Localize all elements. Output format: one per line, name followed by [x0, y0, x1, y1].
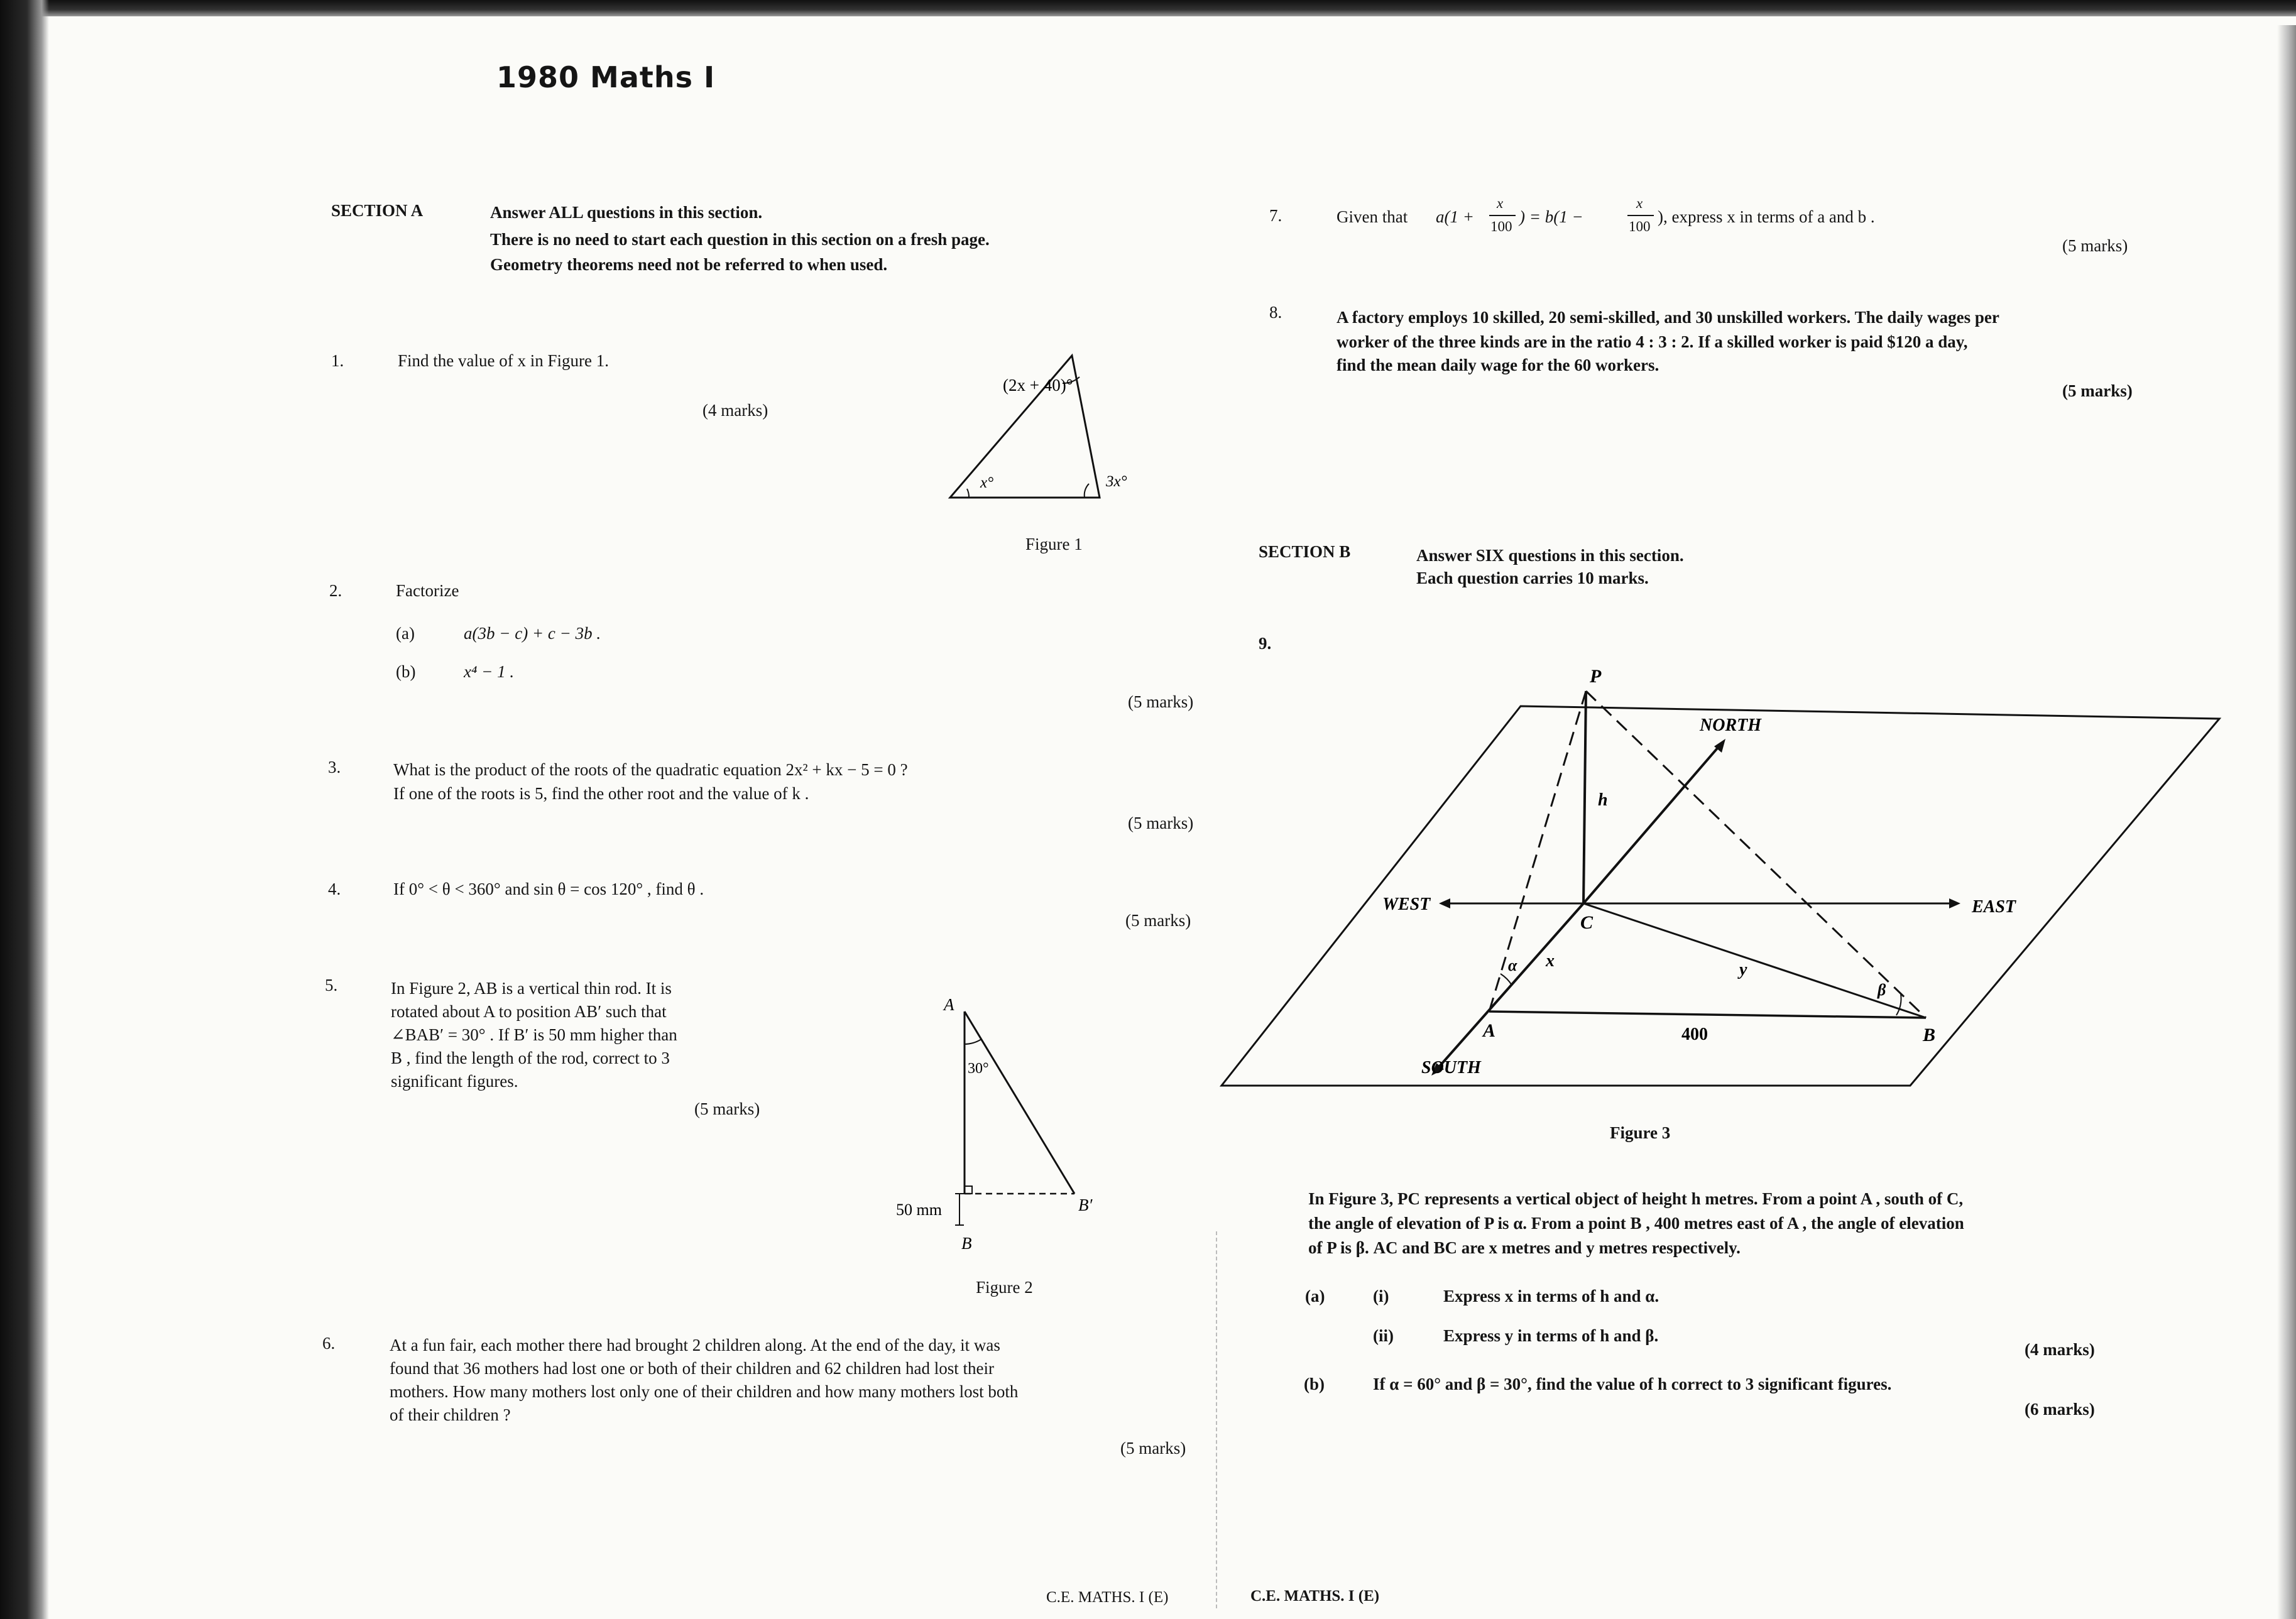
figure-2-caption: Figure 2 — [976, 1278, 1033, 1297]
q5-marks: (5 marks) — [694, 1099, 760, 1118]
section-a-instruction-3: Geometry theorems need not be referred to when used. — [490, 255, 888, 274]
section-b-instruction-1: Answer SIX questions in this section. — [1416, 546, 1684, 565]
figure-3-label-south: SOUTH — [1421, 1058, 1481, 1077]
figure-2-dimension: 50 mm — [896, 1201, 942, 1219]
figure-3-diagram — [1219, 660, 2224, 1137]
figure-2-angle: 30° — [968, 1060, 989, 1077]
q6-number: 6. — [322, 1334, 336, 1353]
scan-edge-top — [0, 0, 2296, 16]
q9-a-i-text: Express x in terms of h and α. — [1443, 1287, 1659, 1306]
figure-3-label-north: NORTH — [1700, 716, 1761, 735]
figure-3-label-alpha: α — [1508, 956, 1517, 974]
figure-2-rod — [886, 986, 1112, 1263]
q9-line-1: In Figure 3, PC represents a vertical object of height h metres. From a point A , south of C, — [1308, 1189, 1964, 1208]
q8-marks: (5 marks) — [2062, 381, 2133, 400]
figure-3-label-h: h — [1598, 790, 1608, 810]
figure-1-triangle — [943, 352, 1169, 515]
q5-line-2: rotated about A to position AB′ such that — [391, 1002, 667, 1021]
q8-number: 8. — [1269, 303, 1282, 322]
section-a-label: SECTION A — [331, 201, 424, 220]
q3-line-2: If one of the roots is 5, find the other root and the value of k . — [393, 784, 809, 803]
q2-a-expression: a(3b − c) + c − 3b . — [464, 624, 601, 643]
q7-frac2-bar — [1627, 215, 1654, 216]
q9-b-text: If α = 60° and β = 30°, find the value of h correct to 3 significant figures. — [1373, 1375, 1892, 1393]
page-title: 1980 Maths I — [496, 60, 716, 94]
q3-marks: (5 marks) — [1128, 814, 1194, 832]
q5-line-4: B , find the length of the rod, correct to 3 — [391, 1049, 670, 1067]
q6-marks: (5 marks) — [1120, 1439, 1186, 1458]
figure-3-label-c: C — [1580, 912, 1594, 933]
page-fold — [1216, 1231, 1218, 1608]
q3-line-1: What is the product of the roots of the quadratic equation 2x² + kx − 5 = 0 ? — [393, 760, 908, 779]
figure-1-caption: Figure 1 — [1025, 535, 1083, 553]
q2-text: Factorize — [396, 581, 459, 600]
q7-frac2-num: x — [1636, 195, 1643, 211]
section-b-label: SECTION B — [1259, 542, 1351, 561]
figure-3-label-b: B — [1923, 1025, 1936, 1045]
q7-expr-a: a(1 + — [1436, 207, 1474, 226]
figure-2-label-b-prime: B′ — [1078, 1196, 1093, 1214]
q8-line-2: worker of the three kinds are in the ratio 4 : 3 : 2. If a skilled worker is paid $120 a day, — [1337, 332, 1968, 351]
section-b-instruction-2: Each question carries 10 marks. — [1416, 569, 1649, 587]
q9-number: 9. — [1259, 634, 1272, 653]
q7-expr-mid: ) = b(1 − — [1519, 207, 1583, 226]
q9-a-i-label: (i) — [1373, 1287, 1389, 1306]
q1-marks: (4 marks) — [702, 401, 768, 420]
figure-1-right-angle: 3x° — [1106, 473, 1127, 490]
figure-3-caption: Figure 3 — [1610, 1123, 1671, 1142]
q9-a-label: (a) — [1305, 1287, 1325, 1306]
figure-2-label-b: B — [961, 1234, 972, 1253]
q7-frac1-bar — [1489, 215, 1516, 216]
footer-left: C.E. MATHS. I (E) — [1046, 1589, 1169, 1606]
q6-line-4: of their children ? — [390, 1405, 511, 1424]
q9-b-marks: (6 marks) — [2025, 1400, 2095, 1419]
q2-b-label: (b) — [396, 662, 416, 681]
q7-number: 7. — [1269, 206, 1282, 225]
figure-3-label-a: A — [1483, 1020, 1496, 1041]
figure-3-distance: 400 — [1681, 1025, 1708, 1044]
q6-line-2: found that 36 mothers had lost one or both of their children and 62 children had lost their — [390, 1359, 995, 1378]
scan-edge-left — [0, 0, 49, 1619]
section-a-instruction-2: There is no need to start each question in this section on a fresh page. — [490, 230, 990, 249]
q2-b-expression: x⁴ − 1 . — [464, 662, 515, 681]
q9-line-3: of P is β. AC and BC are x metres and y metres respectively. — [1308, 1238, 1741, 1257]
footer-right: C.E. MATHS. I (E) — [1250, 1588, 1380, 1605]
figure-3-label-beta: β — [1878, 981, 1886, 999]
q5-line-5: significant figures. — [391, 1072, 518, 1091]
figure-2-label-a: A — [944, 995, 954, 1014]
q7-text-end: ), express x in terms of a and b . — [1658, 207, 1875, 226]
q7-frac1-den: 100 — [1490, 219, 1512, 234]
q5-line-3: ∠BAB′ = 30° . If B′ is 50 mm higher than — [391, 1025, 677, 1044]
figure-1-left-angle: x° — [980, 474, 994, 491]
section-a-instruction-1: Answer ALL questions in this section. — [490, 203, 763, 222]
figure-3-label-p: P — [1590, 666, 1602, 687]
q3-number: 3. — [328, 758, 341, 777]
q6-line-3: mothers. How many mothers lost only one of their children and how many mothers lost both — [390, 1382, 1019, 1401]
q5-number: 5. — [325, 976, 338, 995]
q4-text: If 0° < θ < 360° and sin θ = cos 120° , find θ . — [393, 880, 704, 898]
q9-a-marks: (4 marks) — [2025, 1340, 2095, 1359]
q2-number: 2. — [329, 581, 342, 600]
figure-3-label-west: WEST — [1382, 895, 1431, 914]
q4-number: 4. — [328, 880, 341, 898]
figure-3-label-x: x — [1546, 951, 1555, 971]
q4-marks: (5 marks) — [1125, 911, 1191, 930]
figure-1-top-angle: (2x + 40)° — [1003, 376, 1073, 395]
q7-text-start: Given that — [1337, 207, 1408, 226]
q2-marks: (5 marks) — [1128, 692, 1194, 711]
figure-3-label-east: EAST — [1972, 897, 2016, 917]
q1-text: Find the value of x in Figure 1. — [398, 351, 609, 370]
q8-line-1: A factory employs 10 skilled, 20 semi-skilled, and 30 unskilled workers. The daily wages per — [1337, 308, 1999, 327]
figure-3-label-y: y — [1739, 960, 1747, 979]
q6-line-1: At a fun fair, each mother there had brought 2 children along. At the end of the day, it was — [390, 1336, 1000, 1355]
q9-b-label: (b) — [1304, 1375, 1325, 1393]
q7-frac1-num: x — [1497, 195, 1504, 211]
scan-edge-right — [2277, 25, 2296, 1619]
q8-line-3: find the mean daily wage for the 60 workers. — [1337, 356, 1659, 374]
q1-number: 1. — [331, 351, 344, 370]
q9-a-ii-text: Express y in terms of h and β. — [1443, 1326, 1659, 1345]
q9-a-ii-label: (ii) — [1373, 1326, 1394, 1345]
q7-marks: (5 marks) — [2062, 236, 2128, 255]
q5-line-1: In Figure 2, AB is a vertical thin rod. It is — [391, 979, 672, 998]
q2-a-label: (a) — [396, 624, 415, 643]
q9-line-2: the angle of elevation of P is α. From a point B , 400 metres east of A , the angle of elevation — [1308, 1214, 1964, 1233]
q7-frac2-den: 100 — [1629, 219, 1651, 234]
